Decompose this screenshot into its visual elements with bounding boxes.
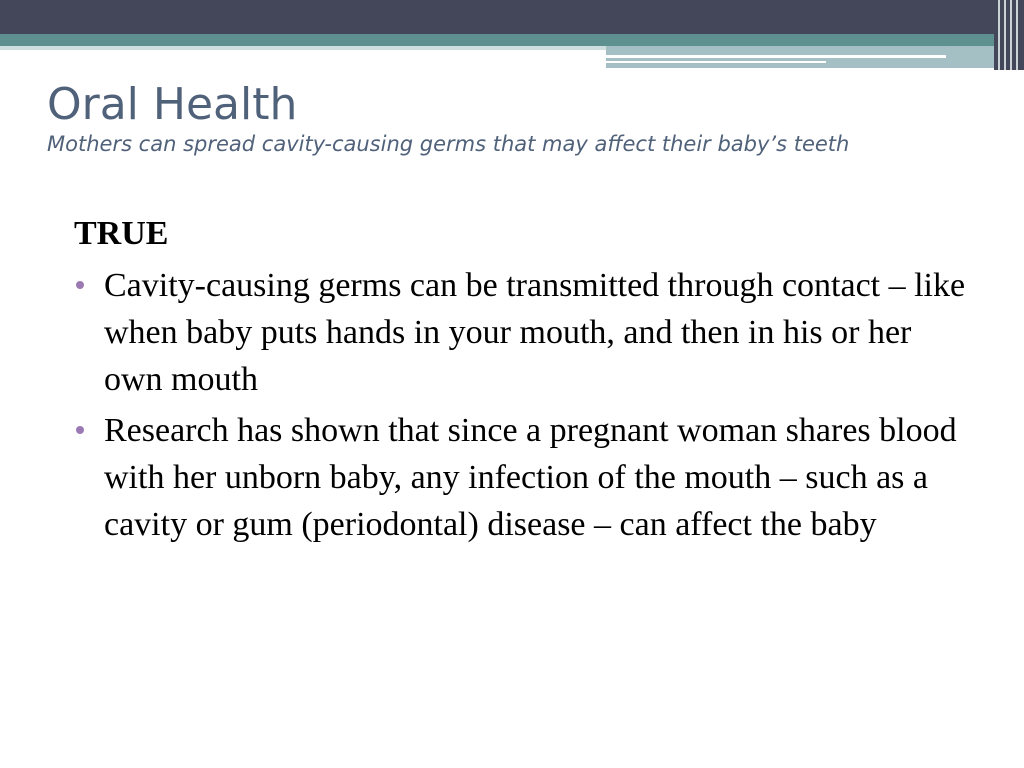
header-accent-line-short bbox=[606, 61, 826, 63]
bullet-item bbox=[74, 262, 974, 403]
corner-stripe bbox=[1010, 0, 1012, 70]
answer-heading: TRUE bbox=[74, 215, 169, 252]
slide-subtitle: Mothers can spread cavity-causing germs that may affect their baby’s teeth bbox=[47, 132, 850, 156]
bullet-text: Research has shown that since a pregnant woman shares blood with her unborn baby, any infection of the mouth – such as a cavity or gum (periodontal) disease – can affect the baby bbox=[104, 412, 957, 543]
header-band-teal bbox=[0, 34, 1024, 46]
header-accent-line bbox=[606, 55, 946, 58]
corner-stripe bbox=[1004, 0, 1006, 70]
slide-title: Oral Health bbox=[47, 79, 298, 130]
corner-stripe bbox=[998, 0, 1000, 70]
bullet-item bbox=[74, 407, 974, 548]
header-corner-stripes bbox=[994, 0, 1024, 70]
bullet-dot-icon bbox=[76, 281, 84, 289]
slide-body bbox=[74, 212, 974, 552]
header-band-dark bbox=[0, 0, 1024, 34]
bullet-list bbox=[74, 262, 974, 548]
title-block bbox=[47, 78, 977, 158]
bullet-text: Cavity-causing germs can be transmitted through contact – like when baby puts hands in your mouth, and then in his or her own mouth bbox=[104, 267, 966, 398]
corner-stripe bbox=[1016, 0, 1018, 70]
bullet-dot-icon bbox=[76, 426, 84, 434]
